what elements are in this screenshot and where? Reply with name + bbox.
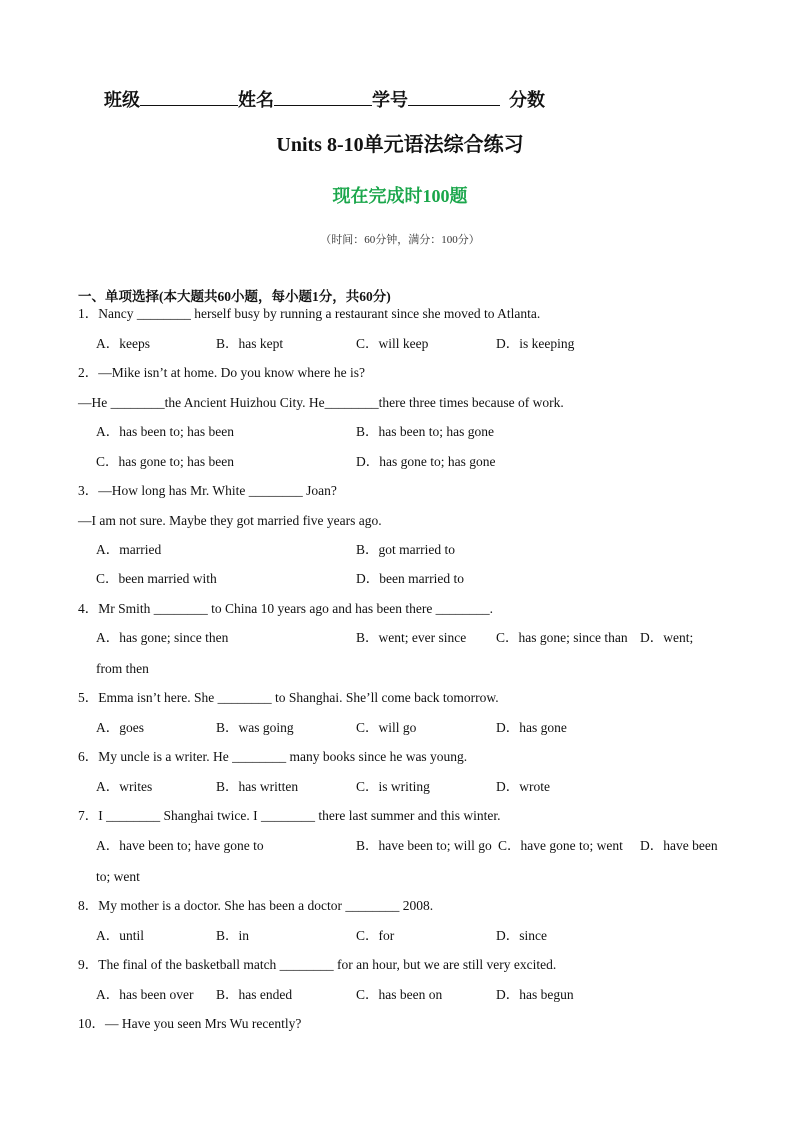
q7-option-b[interactable]: B．have been to; will go [356, 838, 492, 853]
q3-option-a[interactable]: A．married [96, 542, 162, 557]
question-5-stem: 5．Emma isn’t here. She ________ to Shanghai. She’ll come back tomorrow. [78, 690, 499, 705]
q1-option-c[interactable]: C．will keep [356, 336, 429, 351]
q6-option-d[interactable]: D．wrote [496, 779, 550, 794]
q4-option-a[interactable]: A．has gone; since then [96, 630, 229, 645]
class-label: 班级 [104, 90, 140, 110]
q8-option-c[interactable]: C．for [356, 928, 395, 943]
id-label: 学号 [372, 90, 408, 110]
q6-option-c[interactable]: C．is writing [356, 779, 430, 794]
q1-option-d[interactable]: D．is keeping [496, 336, 575, 351]
question-6-stem: 6．My uncle is a writer. He ________ many books since he was young. [78, 749, 468, 764]
q4-option-d[interactable]: D．went; [640, 630, 694, 645]
q4-option-c[interactable]: C．has gone; since than [496, 630, 628, 645]
question-2-dialog: —He ________the Ancient Huizhou City. He________there three times because of work. [78, 395, 564, 410]
question-4-stem: 4．Mr Smith ________ to China 10 years ago and has been there ________. [78, 601, 494, 616]
q9-option-d[interactable]: D．has begun [496, 987, 574, 1002]
question-2-stem: 2．—Mike isn’t at home. Do you know where he is? [78, 365, 365, 380]
q5-option-d[interactable]: D．has gone [496, 720, 567, 735]
q2-option-a[interactable]: A．has been to; has been [96, 424, 234, 439]
q7-option-d[interactable]: D．have been [640, 838, 718, 853]
q5-option-c[interactable]: C．will go [356, 720, 417, 735]
time-note: （时间：60分钟，满分：100分） [320, 234, 480, 246]
q7-option-c[interactable]: C．have gone to; went [498, 838, 623, 853]
q4-option-b[interactable]: B．went; ever since [356, 630, 467, 645]
question-9-stem: 9．The final of the basketball match ________ for an hour, but we are still very excited. [78, 957, 557, 972]
q6-option-b[interactable]: B．has written [216, 779, 299, 794]
q2-option-d[interactable]: D．has gone to; has gone [356, 454, 496, 469]
q9-option-c[interactable]: C．has been on [356, 987, 443, 1002]
q7-option-d-continued: to; went [96, 869, 140, 884]
score-label: 分数 [509, 90, 545, 110]
q3-option-c[interactable]: C．been married with [96, 571, 217, 586]
q8-option-b[interactable]: B．in [216, 928, 250, 943]
q5-option-b[interactable]: B．was going [216, 720, 294, 735]
q6-option-a[interactable]: A．writes [96, 779, 153, 794]
page-subtitle: 现在完成时100题 [332, 186, 468, 206]
question-10-stem: 10．— Have you seen Mrs Wu recently? [78, 1016, 302, 1031]
q8-option-a[interactable]: A．until [96, 928, 145, 943]
q1-option-b[interactable]: B．has kept [216, 336, 284, 351]
question-1-stem: 1．Nancy ________ herself busy by running a restaurant since she moved to Atlanta. [78, 306, 541, 321]
q3-option-b[interactable]: B．got married to [356, 542, 455, 557]
name-blank[interactable] [274, 89, 372, 106]
q1-option-a[interactable]: A．keeps [96, 336, 150, 351]
question-3-dialog: —I am not sure. Maybe they got married five years ago. [78, 513, 382, 528]
question-7-stem: 7．I ________ Shanghai twice. I ________ there last summer and this winter. [78, 808, 501, 823]
page-title: Units 8-10单元语法综合练习 [276, 134, 524, 156]
class-blank[interactable] [140, 89, 238, 106]
q4-option-d-continued: from then [96, 661, 149, 676]
q5-option-a[interactable]: A．goes [96, 720, 144, 735]
question-3-stem: 3．—How long has Mr. White ________ Joan? [78, 483, 337, 498]
student-info-line [104, 86, 545, 112]
q3-option-d[interactable]: D．been married to [356, 571, 464, 586]
q8-option-d[interactable]: D．since [496, 928, 547, 943]
name-label: 姓名 [238, 90, 274, 110]
q2-option-c[interactable]: C．has gone to; has been [96, 454, 234, 469]
section-title: 一、单项选择(本大题共60小题，每小题1分，共60分) [78, 289, 391, 304]
q7-option-a[interactable]: A．have been to; have gone to [96, 838, 264, 853]
question-8-stem: 8．My mother is a doctor. She has been a doctor ________ 2008. [78, 898, 434, 913]
id-blank[interactable] [408, 89, 500, 106]
q9-option-a[interactable]: A．has been over [96, 987, 194, 1002]
q9-option-b[interactable]: B．has ended [216, 987, 293, 1002]
q2-option-b[interactable]: B．has been to; has gone [356, 424, 494, 439]
